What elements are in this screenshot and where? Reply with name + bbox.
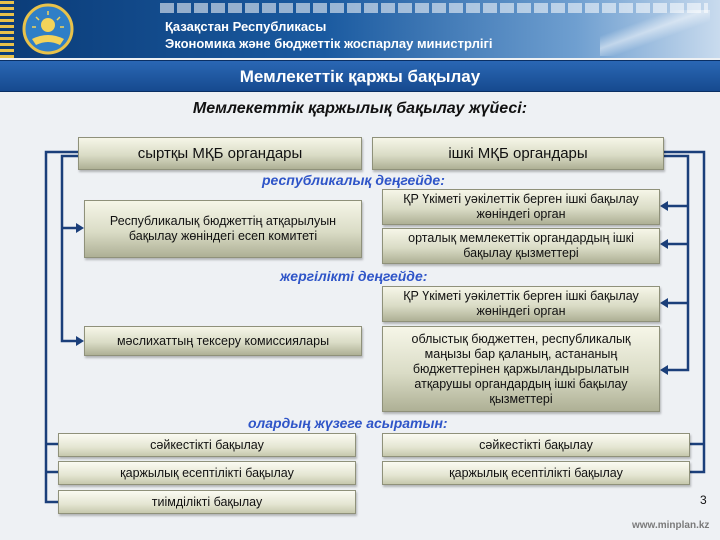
slide-subtitle: Мемлекеттік қаржылық бақылау жүйесі: xyxy=(192,100,528,117)
external-bodies-box: сыртқы МҚБ органдары xyxy=(78,137,362,170)
local-level-label: жергілікті деңгейде: xyxy=(280,268,428,284)
internal-bodies-box: ішкі МҚБ органдары xyxy=(372,137,664,170)
local-internal-body-box-2: облыстық бюджеттен, республикалық маңызы бар қаланың, астананың бюджеттерінен қаржыландырылатын атқарушы органдардың ішкі бақылау қызметтері xyxy=(382,326,660,412)
slide-title: Мемлекеттік қаржы бақылау xyxy=(0,60,720,92)
left-function-compliance: сәйкестікті бақылау xyxy=(58,433,356,457)
perform-label: олардың жүзеге асыратын: xyxy=(248,415,448,431)
left-function-efficiency: тиімділікті бақылау xyxy=(58,490,356,514)
right-function-financial-reporting: қаржылық есептілікті бақылау xyxy=(382,461,690,485)
connector-internal-outer xyxy=(664,152,704,472)
republic-level-label: республикалық деңгейде: xyxy=(262,172,445,188)
ministry-name-line1: Қазақстан Республикасы xyxy=(165,19,327,34)
republic-internal-body-box-2: орталық мемлекеттік органдардың ішкі бақылау қызметтері xyxy=(382,228,660,264)
page-number: 3 xyxy=(700,493,707,507)
local-external-body-box: мәслихаттың тексеру комиссиялары xyxy=(84,326,362,356)
republic-internal-body-box-1: ҚР Үкіметі уәкілеттік берген ішкі бақылау жөніндегі орган xyxy=(382,189,660,225)
ministry-name-line2: Экономика және бюджеттік жоспарлау министрлігі xyxy=(165,36,493,51)
left-function-financial-reporting: қаржылық есептілікті бақылау xyxy=(58,461,356,485)
connector-external-inner xyxy=(62,156,78,341)
local-internal-body-box-1: ҚР Үкіметі уәкілеттік берген ішкі бақылау жөніндегі орган xyxy=(382,286,660,322)
republic-external-body-box: Республикалық бюджеттің атқарылуын бақылау жөніндегі есеп комитеті xyxy=(84,200,362,258)
right-function-compliance: сәйкестікті бақылау xyxy=(382,433,690,457)
website-url: www.minplan.kz xyxy=(632,520,710,531)
connector-internal-inner xyxy=(664,156,688,370)
